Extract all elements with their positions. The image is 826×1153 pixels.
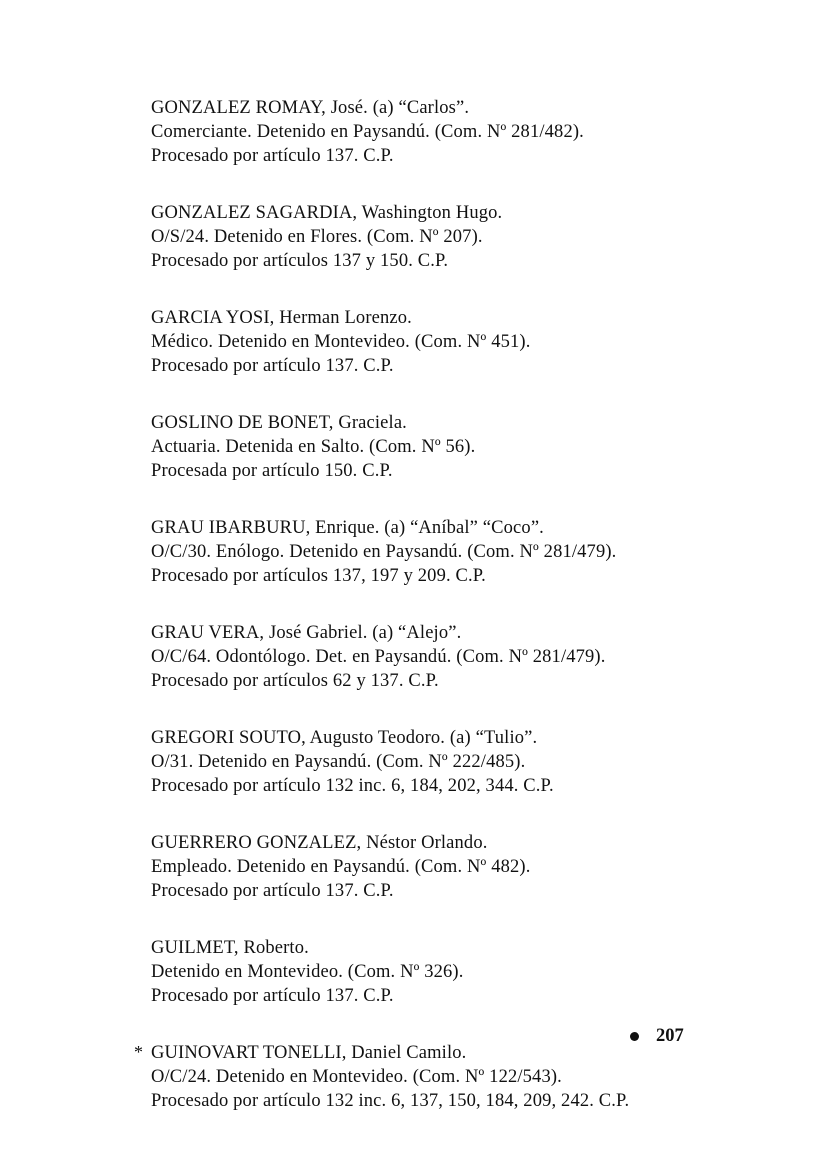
- entry-detail-line: Médico. Detenido en Montevideo. (Com. Nº 451).: [151, 332, 531, 352]
- entry-charge-line: Procesado por artículos 137, 197 y 209. C.P.: [151, 566, 486, 586]
- entry-charge-line: Procesado por artículo 137. C.P.: [151, 986, 394, 1006]
- entry-charge-line: Procesada por artículo 150. C.P.: [151, 461, 393, 481]
- entry-detail-line: Actuaria. Detenida en Salto. (Com. Nº 56).: [151, 437, 476, 457]
- detainee-entry: [151, 621, 711, 693]
- entry-name-line: GRAU IBARBURU, Enrique. (a) “Aníbal” “Coco”.: [151, 518, 544, 538]
- entry-name-line: GONZALEZ ROMAY, José. (a) “Carlos”.: [151, 98, 470, 118]
- entry-detail-line: Detenido en Montevideo. (Com. Nº 326).: [151, 962, 464, 982]
- detainee-entry: [151, 96, 711, 168]
- entry-marker: *: [134, 1042, 143, 1062]
- detainee-entry: [151, 411, 711, 483]
- entry-name-line: GONZALEZ SAGARDIA, Washington Hugo.: [151, 203, 503, 223]
- bullet-icon: [630, 1032, 639, 1041]
- entry-charge-line: Procesado por artículo 132 inc. 6, 137, 150, 184, 209, 242. C.P.: [151, 1091, 630, 1111]
- entry-detail-line: O/S/24. Detenido en Flores. (Com. Nº 207).: [151, 227, 483, 247]
- entry-charge-line: Procesado por artículo 132 inc. 6, 184, 202, 344. C.P.: [151, 776, 554, 796]
- entry-name-line: GUERRERO GONZALEZ, Néstor Orlando.: [151, 833, 488, 853]
- entry-name-line: GUINOVART TONELLI, Daniel Camilo.: [151, 1043, 467, 1063]
- entry-detail-line: O/C/24. Detenido en Montevideo. (Com. Nº 122/543).: [151, 1067, 562, 1087]
- entry-charge-line: Procesado por artículo 137. C.P.: [151, 881, 394, 901]
- entry-name-line: GOSLINO DE BONET, Graciela.: [151, 413, 407, 433]
- detainee-entry: [151, 936, 711, 1008]
- detainee-entry: [151, 306, 711, 378]
- entry-name-line: GARCIA YOSI, Herman Lorenzo.: [151, 308, 412, 328]
- entry-detail-line: Comerciante. Detenido en Paysandú. (Com. Nº 281/482).: [151, 122, 584, 142]
- entry-name-line: GRAU VERA, José Gabriel. (a) “Alejo”.: [151, 623, 462, 643]
- entry-charge-line: Procesado por artículo 137. C.P.: [151, 356, 394, 376]
- detainee-entry: [151, 201, 711, 273]
- detainee-entry: [151, 831, 711, 903]
- entry-name-line: GUILMET, Roberto.: [151, 938, 309, 958]
- entry-detail-line: O/C/30. Enólogo. Detenido en Paysandú. (Com. Nº 281/479).: [151, 542, 617, 562]
- entry-detail-line: O/31. Detenido en Paysandú. (Com. Nº 222/485).: [151, 752, 526, 772]
- page-number: 207: [656, 1026, 684, 1046]
- entry-charge-line: Procesado por artículo 137. C.P.: [151, 146, 394, 166]
- entry-detail-line: Empleado. Detenido en Paysandú. (Com. Nº 482).: [151, 857, 531, 877]
- entry-charge-line: Procesado por artículos 137 y 150. C.P.: [151, 251, 449, 271]
- page-footer: [630, 1026, 684, 1047]
- entry-detail-line: O/C/64. Odontólogo. Det. en Paysandú. (Com. Nº 281/479).: [151, 647, 606, 667]
- detainee-entry: [134, 1041, 711, 1113]
- entry-charge-line: Procesado por artículos 62 y 137. C.P.: [151, 671, 439, 691]
- entry-name-line: GREGORI SOUTO, Augusto Teodoro. (a) “Tulio”.: [151, 728, 538, 748]
- detainee-entry: [151, 516, 711, 588]
- detainee-list: [134, 96, 711, 1146]
- detainee-entry: [151, 726, 711, 798]
